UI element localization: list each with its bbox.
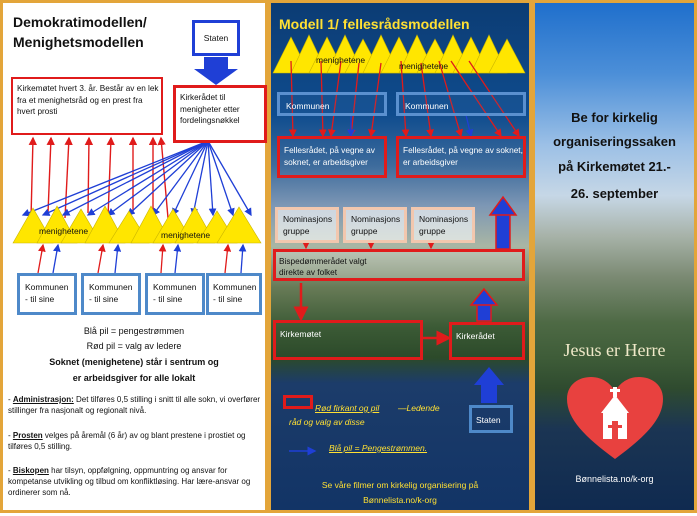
demokratimodellen-panel bbox=[0, 0, 268, 513]
administrasjon-text: Det tilføres 0,5 stilling i snitt til alle sokn, vi overfører stillinger fra nasjonalt og regionalt nivå. bbox=[8, 395, 261, 415]
staten-label: Staten bbox=[203, 33, 229, 43]
middle-kommunen-b: Kommunen bbox=[405, 101, 449, 111]
middle-staten-box bbox=[469, 405, 513, 433]
legend-red-square bbox=[283, 395, 313, 409]
jesus-er-herre: Jesus er Herre bbox=[563, 340, 666, 360]
biskopen-heading: Biskopen bbox=[12, 466, 49, 475]
kommune-box-3 bbox=[145, 273, 205, 315]
middle-kirkeradet-box bbox=[449, 322, 525, 360]
fellesradsmodellen-panel bbox=[268, 0, 532, 513]
left-title-line2: Menighetsmodellen bbox=[13, 34, 144, 50]
middle-footer-line2: Bønnelista.no/k-org bbox=[363, 495, 437, 505]
middle-fellesradet-box-a bbox=[277, 136, 387, 178]
up-arrow-icon bbox=[474, 367, 504, 403]
legend-bold-line2: er arbeidsgiver for alle lokalt bbox=[72, 373, 196, 383]
right-url: Bønnelista.no/k-org bbox=[575, 474, 654, 484]
nominasjon-box-c bbox=[411, 207, 475, 243]
administrasjon-heading: Administrasjon: bbox=[12, 395, 74, 404]
middle-kommunen-box-a bbox=[277, 92, 387, 116]
middle-kirkemotet-box bbox=[273, 320, 423, 360]
nominasjon-a: Nominasjons gruppe bbox=[283, 214, 333, 236]
prayer-panel bbox=[532, 0, 697, 513]
administrasjon-paragraph: - Administrasjon: Det tilføres 0,5 stilling i snitt til alle sokn, vi overfører stillinger fra nasjonalt og regionalt nivå. bbox=[8, 395, 261, 415]
nominasjon-b: Nominasjons gruppe bbox=[351, 214, 401, 236]
middle-kommunen-a: Kommunen bbox=[286, 101, 330, 111]
middle-fellesradet-a: Fellesrådet, på vegne av soknet, er arbeidsgiver bbox=[284, 145, 375, 167]
middle-title: Modell 1/ fellesrådsmodellen bbox=[279, 16, 470, 32]
biskopen-paragraph: - Biskopen har tilsyn, oppfølgning, oppmuntring og ansvar for kompetanse utvikling og tilbud om konfliktløsing. Har lære-ansvar og ordinerer som nå. bbox=[8, 466, 251, 497]
kirkemotet-text: Kirkemøtet hvert 3. år. Består av en lek fra et menighetsråd og en prest fra hvert prosti bbox=[17, 84, 159, 116]
up-arrow-icon bbox=[490, 197, 516, 249]
kommune-label: Kommunen bbox=[153, 282, 197, 292]
middle-menighetene-b: menighetene bbox=[399, 61, 449, 71]
legend-blue-arrow: Blå pil = pengestrømmen bbox=[83, 326, 185, 336]
middle-staten: Staten bbox=[476, 415, 501, 425]
left-title-line1: Demokratimodellen/ bbox=[13, 14, 147, 30]
middle-kirkemotet: Kirkemøtet bbox=[280, 329, 322, 339]
church-heart-icon bbox=[565, 375, 665, 461]
legend-red-text1: Rød firkant og pil bbox=[315, 403, 380, 413]
legend-red-arrow: Rød pil = valg av ledere bbox=[86, 341, 182, 351]
middle-fellesradet-b: Fellesrådet, på vegne av soknet, er arbeidsgiver bbox=[403, 145, 523, 167]
bispedommeradet-text: Bispedømmerådet valgt direkte av folket bbox=[279, 256, 367, 277]
heading-line2: organiseringssaken bbox=[553, 134, 676, 149]
middle-fellesradet-box-b bbox=[396, 136, 526, 178]
legend-bold-line1: Soknet (menighetene) står i sentrum og bbox=[49, 357, 219, 367]
kirkemotet-box bbox=[11, 77, 163, 135]
kommune-sub: - til sine bbox=[213, 294, 243, 304]
middle-menighetene-a: menighetene bbox=[316, 55, 366, 65]
nominasjon-box-b bbox=[343, 207, 407, 243]
kommune-sub: - til sine bbox=[25, 294, 55, 304]
nominasjon-box-a bbox=[275, 207, 339, 243]
middle-footer-line1: Se våre filmer om kirkelig organisering på bbox=[321, 480, 479, 490]
nominasjon-c: Nominasjons gruppe bbox=[419, 214, 469, 236]
up-arrow-icon bbox=[471, 289, 497, 321]
prosten-paragraph: - Prosten velges på åremål (6 år) av og blant prestene i prostiet og tilføres 0,5 stilling. bbox=[8, 431, 246, 451]
prosten-heading: Prosten bbox=[12, 431, 43, 440]
heading-line3: på Kirkemøtet 21.- bbox=[558, 159, 671, 174]
prosten-text: velges på åremål (6 år) av og blant prestene i prostiet og tilføres 0,5 stilling. bbox=[8, 431, 246, 451]
heading-line4: 26. september bbox=[570, 186, 659, 201]
biskopen-text: har tilsyn, oppfølgning, oppmuntring og ansvar for kompetanse utvikling og tilbud om konfliktløsing. Har lære-ansvar og ordinerer som nå. bbox=[8, 466, 251, 497]
legend-blue-text: Blå pil = Pengestrømmen. bbox=[329, 443, 428, 453]
kommune-label: Kommunen bbox=[89, 282, 133, 292]
kommune-label: Kommunen bbox=[213, 282, 257, 292]
kommune-box-2 bbox=[81, 273, 141, 315]
legend-red-text3: råd og valg av disse bbox=[289, 417, 365, 427]
menighetene-label-a: menighetene bbox=[39, 226, 89, 236]
middle-kirkeradet: Kirkerådet bbox=[456, 331, 495, 341]
heading-line1: Be for kirkelig bbox=[571, 110, 658, 125]
kommune-sub: - til sine bbox=[153, 294, 183, 304]
middle-kommunen-box-b bbox=[396, 92, 526, 116]
menighetene-label-b: menighetene bbox=[161, 230, 211, 240]
kommune-sub: - til sine bbox=[89, 294, 119, 304]
down-arrow-icon bbox=[194, 57, 238, 85]
kirkeradet-box bbox=[173, 85, 267, 143]
kirkeradet-text: Kirkerådet til menigheter etter fordelingsnøkkel bbox=[180, 93, 240, 125]
legend-red-text2: —Ledende bbox=[398, 403, 440, 413]
bispedommeradet-box bbox=[273, 249, 525, 281]
kommune-box-4 bbox=[206, 273, 262, 315]
kommune-box-1 bbox=[17, 273, 77, 315]
kommune-label: Kommunen bbox=[25, 282, 69, 292]
